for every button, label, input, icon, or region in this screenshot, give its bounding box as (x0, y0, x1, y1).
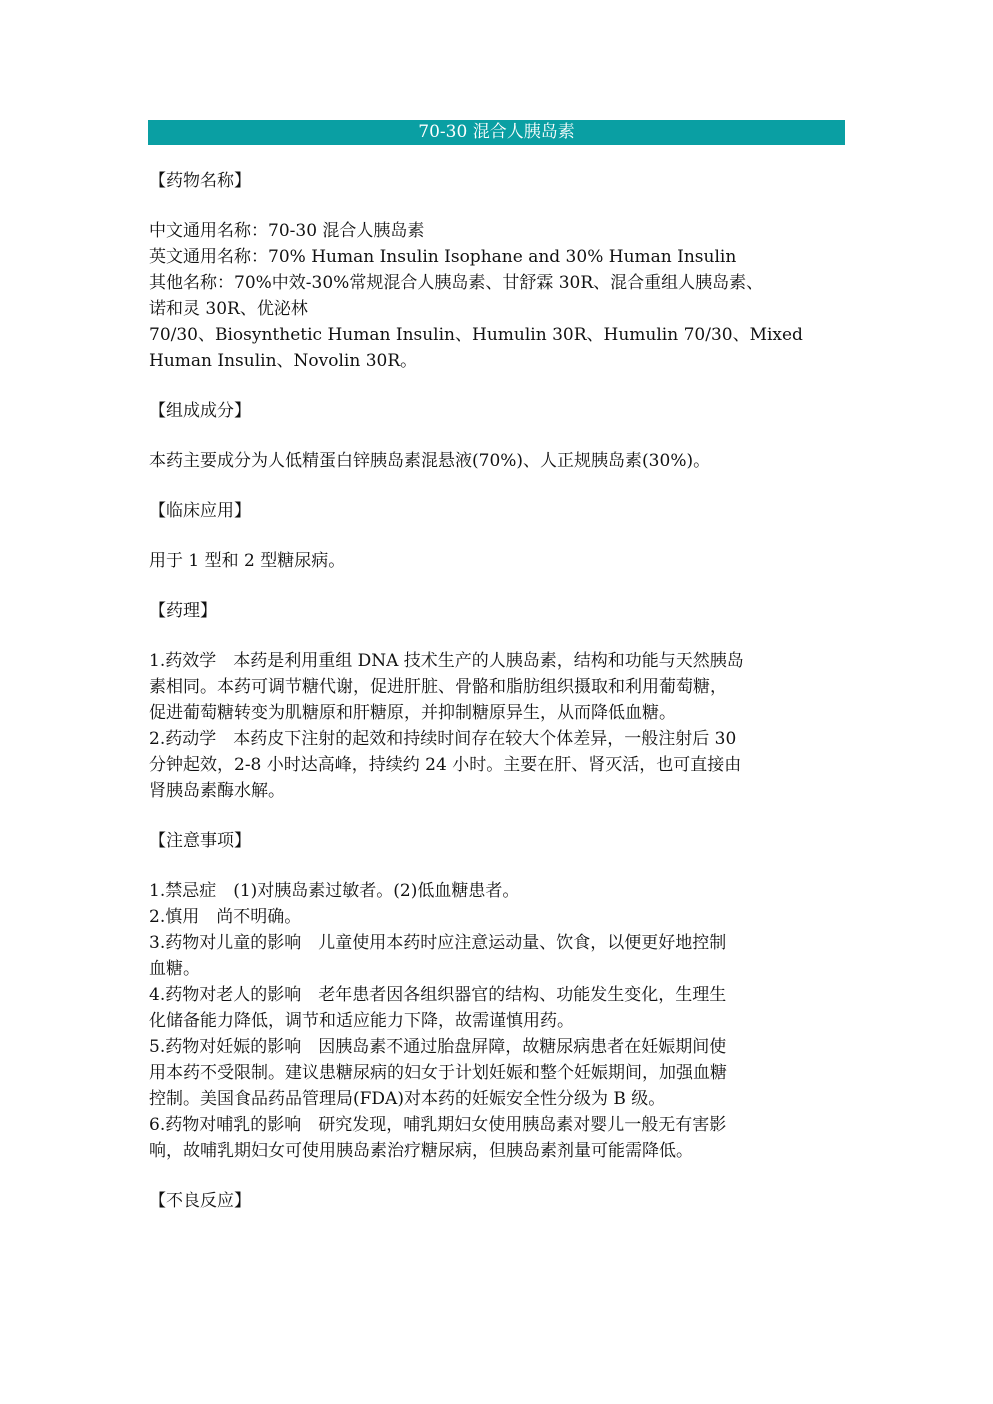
text-line: 素相同。本药可调节糖代谢，促进肝脏、骨骼和脂肪组织摄取和利用葡萄糖， (149, 677, 727, 697)
section-heading-precautions: 【注意事项】 (149, 831, 251, 851)
text-line: 用于 1 型和 2 型糖尿病。 (149, 551, 346, 571)
text-line: 诺和灵 30R、优泌林 (149, 299, 308, 319)
section-heading-composition: 【组成成分】 (149, 401, 251, 421)
section-heading-clinical-use: 【临床应用】 (149, 501, 251, 521)
section-drug-name (149, 218, 839, 374)
text-line: 响，故哺乳期妇女可使用胰岛素治疗糖尿病，但胰岛素剂量可能需降低。 (149, 1141, 693, 1161)
text-line: 4.药物对老人的影响 老年患者因各组织器官的结构、功能发生变化，生理生 (149, 985, 727, 1005)
text-line: 促进葡萄糖转变为肌糖原和肝糖原，并抑制糖原异生，从而降低血糖。 (149, 703, 676, 723)
text-line: 2.慎用 尚不明确。 (149, 907, 302, 927)
text-line: 中文通用名称：70-30 混合人胰岛素 (149, 221, 425, 241)
section-composition (149, 448, 839, 474)
section-heading-drug-name: 【药物名称】 (149, 171, 251, 191)
text-line: 1.药效学 本药是利用重组 DNA 技术生产的人胰岛素，结构和功能与天然胰岛 (149, 651, 744, 671)
section-heading-pharmacology: 【药理】 (149, 601, 217, 621)
text-line: 3.药物对儿童的影响 儿童使用本药时应注意运动量、饮食，以便更好地控制 (149, 933, 727, 953)
text-line: 本药主要成分为人低精蛋白锌胰岛素混悬液(70%)、人正规胰岛素(30%)。 (149, 451, 711, 471)
document-title: 70-30 混合人胰岛素 (148, 120, 845, 145)
document-body (149, 168, 839, 1214)
section-pharmacology (149, 648, 839, 804)
text-line: 英文通用名称：70% Human Insulin Isophane and 30% Human Insulin (149, 247, 737, 267)
section-heading-adverse-reactions: 【不良反应】 (149, 1191, 251, 1211)
section-precautions (149, 878, 839, 1164)
text-line: 1.禁忌症 (1)对胰岛素过敏者。(2)低血糖患者。 (149, 881, 520, 901)
text-line: 6.药物对哺乳的影响 研究发现，哺乳期妇女使用胰岛素对婴儿一般无有害影 (149, 1115, 727, 1135)
section-clinical-use (149, 548, 839, 574)
text-line: 70/30、Biosynthetic Human Insulin、Humulin 30R、Humulin 70/30、Mixed (149, 325, 803, 345)
text-line: 血糖。 (149, 959, 200, 979)
text-line: Human Insulin、Novolin 30R。 (149, 351, 418, 371)
text-line: 其他名称：70%中效-30%常规混合人胰岛素、甘舒霖 30R、混合重组人胰岛素、 (149, 273, 764, 293)
text-line: 5.药物对妊娠的影响 因胰岛素不通过胎盘屏障，故糖尿病患者在妊娠期间使 (149, 1037, 727, 1057)
text-line: 2.药动学 本药皮下注射的起效和持续时间存在较大个体差异，一般注射后 30 (149, 729, 737, 749)
text-line: 分钟起效，2-8 小时达高峰，持续约 24 小时。主要在肝、肾灭活，也可直接由 (149, 755, 742, 775)
text-line: 用本药不受限制。建议患糖尿病的妇女于计划妊娠和整个妊娠期间，加强血糖 (149, 1063, 727, 1083)
text-line: 肾胰岛素酶水解。 (149, 781, 285, 801)
text-line: 化储备能力降低，调节和适应能力下降，故需谨慎用药。 (149, 1011, 574, 1031)
text-line: 控制。美国食品药品管理局(FDA)对本药的妊娠安全性分级为 B 级。 (149, 1089, 666, 1109)
